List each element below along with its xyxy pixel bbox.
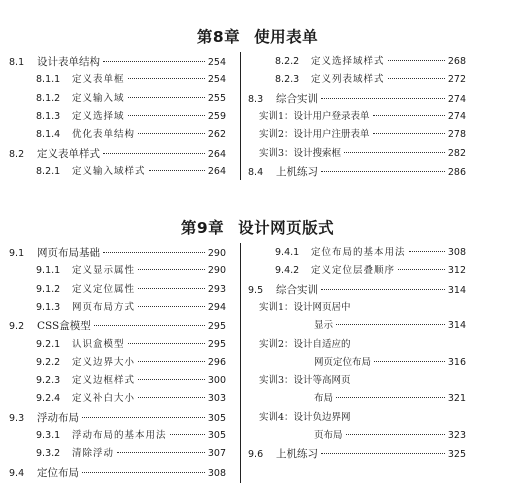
leader-dots bbox=[138, 361, 205, 362]
leader-dots bbox=[128, 78, 205, 79]
toc-entry[interactable] bbox=[248, 282, 466, 298]
section-number: 9.1.2 bbox=[36, 283, 61, 295]
section-title: 定义表单样式 bbox=[37, 147, 100, 160]
section-title: 定义选择域样式 bbox=[311, 56, 385, 67]
leader-dots bbox=[336, 324, 445, 325]
page-number: 295 bbox=[207, 321, 226, 333]
page-number: 321 bbox=[447, 393, 466, 405]
section-number: 8.4 bbox=[248, 166, 264, 178]
toc-entry[interactable] bbox=[9, 245, 226, 261]
page-number: 294 bbox=[207, 301, 226, 313]
section-title: 页布局 bbox=[314, 430, 343, 441]
column-divider bbox=[240, 52, 241, 180]
page-number: 264 bbox=[207, 148, 226, 160]
toc-entry[interactable] bbox=[259, 127, 466, 143]
toc-entry[interactable] bbox=[36, 428, 226, 444]
toc-entry[interactable] bbox=[275, 263, 466, 279]
page-number: 325 bbox=[447, 449, 466, 461]
section-title: 定位布局的基本用法 bbox=[311, 247, 406, 258]
section-title: 优化表单结构 bbox=[72, 129, 136, 141]
page-number: 278 bbox=[447, 129, 466, 141]
leader-dots bbox=[409, 251, 445, 252]
page-number: 300 bbox=[207, 375, 226, 387]
section-number: 9.5 bbox=[248, 284, 264, 296]
section-title: 实训3：设计搜索框 bbox=[259, 147, 342, 159]
leader-dots bbox=[398, 269, 445, 270]
toc-entry[interactable] bbox=[36, 373, 226, 389]
page-number: 316 bbox=[447, 356, 466, 368]
page-number: 254 bbox=[207, 74, 226, 86]
leader-dots bbox=[388, 78, 445, 79]
leader-dots bbox=[138, 269, 205, 270]
page-number: 262 bbox=[207, 129, 226, 141]
section-title: 定义列表域样式 bbox=[311, 74, 385, 86]
page-number: 308 bbox=[207, 467, 226, 479]
leader-dots bbox=[82, 417, 205, 418]
section-title: 网页布局基础 bbox=[37, 247, 100, 259]
toc-entry[interactable] bbox=[36, 164, 226, 180]
section-number: 9.2 bbox=[9, 321, 25, 333]
chapter-9-title bbox=[0, 216, 515, 238]
leader-dots bbox=[336, 397, 445, 398]
section-title: 定义定位属性 bbox=[72, 283, 136, 295]
leader-dots bbox=[388, 60, 445, 61]
toc-entry[interactable] bbox=[9, 146, 226, 162]
section-title: 浮动布局 bbox=[37, 411, 79, 424]
page-number: 272 bbox=[447, 74, 466, 86]
leader-dots bbox=[82, 472, 205, 473]
section-number: 8.1 bbox=[9, 57, 25, 68]
toc-entry[interactable] bbox=[259, 146, 466, 162]
leader-dots bbox=[346, 434, 445, 435]
section-title: 实训3：设计等高网页 bbox=[259, 375, 351, 387]
toc-entry[interactable] bbox=[36, 355, 226, 371]
page-number: 303 bbox=[207, 393, 226, 405]
section-title: 定义补白大小 bbox=[72, 393, 136, 405]
section-number: 8.1.1 bbox=[36, 74, 61, 86]
section-title: 上机练习 bbox=[276, 448, 318, 461]
page-number: 274 bbox=[447, 93, 466, 105]
toc-entry[interactable] bbox=[36, 263, 226, 279]
toc-entry[interactable] bbox=[36, 127, 226, 143]
page-number: 290 bbox=[207, 248, 226, 259]
section-title: 实训2：设计用户注册表单 bbox=[259, 129, 370, 141]
section-title: 布局 bbox=[314, 393, 334, 405]
column-divider bbox=[240, 243, 241, 483]
leader-dots bbox=[103, 61, 205, 62]
toc-entry[interactable] bbox=[314, 355, 466, 371]
toc-entry[interactable] bbox=[9, 465, 226, 481]
section-title: 认识盒模型 bbox=[72, 338, 125, 350]
toc-entry[interactable] bbox=[36, 391, 226, 407]
leader-dots bbox=[138, 288, 205, 289]
toc-entry[interactable] bbox=[36, 446, 226, 462]
chapter-name: 使用表单 bbox=[254, 28, 319, 46]
toc-entry[interactable] bbox=[275, 72, 466, 88]
chapter-number: 第9章 bbox=[180, 219, 225, 237]
page-number: 290 bbox=[207, 265, 226, 277]
section-title: 上机练习 bbox=[276, 165, 318, 178]
section-title: 定义输入域样式 bbox=[72, 165, 146, 177]
section-number: 9.2.2 bbox=[36, 356, 61, 368]
section-number: 8.3 bbox=[248, 93, 264, 105]
section-title: 实训1：设计网页居中 bbox=[259, 301, 351, 313]
page-number: 274 bbox=[447, 110, 466, 122]
toc-entry[interactable] bbox=[248, 91, 466, 107]
section-number: 9.1.1 bbox=[36, 265, 61, 277]
section-title: 定义边框样式 bbox=[72, 375, 136, 387]
section-number: 9.2.1 bbox=[36, 338, 61, 350]
toc-entry[interactable] bbox=[36, 91, 226, 107]
toc-entry[interactable] bbox=[275, 245, 466, 261]
toc-entry[interactable] bbox=[314, 428, 466, 444]
leader-dots bbox=[138, 397, 205, 398]
section-title: 定义选择域 bbox=[72, 110, 125, 122]
toc-entry[interactable] bbox=[259, 337, 466, 353]
section-title: 综合实训 bbox=[276, 283, 318, 296]
toc-entry[interactable] bbox=[314, 391, 466, 407]
section-number: 8.1.4 bbox=[36, 129, 61, 141]
section-title: 网页定位布局 bbox=[314, 356, 372, 368]
toc-entry[interactable] bbox=[248, 446, 466, 462]
section-number: 9.6 bbox=[248, 449, 264, 461]
section-title: 定义输入域 bbox=[72, 92, 125, 104]
section-title: 实训2：设计自适应的 bbox=[259, 338, 351, 350]
toc-entry[interactable] bbox=[259, 300, 466, 316]
leader-dots bbox=[321, 98, 445, 99]
page-number: 264 bbox=[207, 165, 226, 177]
page-number: 312 bbox=[447, 265, 466, 277]
toc-entry[interactable] bbox=[36, 72, 226, 88]
section-number: 9.2.4 bbox=[36, 393, 61, 405]
section-title: 网页布局方式 bbox=[72, 301, 136, 313]
toc-entry[interactable] bbox=[259, 410, 466, 426]
section-title: CSS盒模型 bbox=[37, 320, 91, 333]
section-number: 8.2.3 bbox=[275, 74, 300, 86]
chapter-name: 设计网页版式 bbox=[238, 219, 335, 237]
leader-dots bbox=[103, 252, 205, 253]
leader-dots bbox=[374, 361, 445, 362]
page-number: 323 bbox=[447, 430, 466, 441]
page-number: 286 bbox=[447, 166, 466, 178]
leader-dots bbox=[103, 153, 205, 154]
toc-entry[interactable] bbox=[259, 109, 466, 125]
page-number: 255 bbox=[207, 92, 226, 104]
page-number: 296 bbox=[207, 356, 226, 368]
chapter-number: 第8章 bbox=[196, 28, 241, 46]
leader-dots bbox=[128, 343, 205, 344]
toc-entry[interactable] bbox=[36, 282, 226, 298]
section-number: 9.3.2 bbox=[36, 448, 61, 460]
toc-entry[interactable] bbox=[275, 54, 466, 70]
leader-dots bbox=[128, 97, 205, 98]
page-number: 293 bbox=[207, 283, 226, 295]
section-title: 定义表单框 bbox=[72, 74, 125, 86]
leader-dots bbox=[128, 115, 205, 116]
leader-dots bbox=[373, 115, 445, 116]
toc-entry[interactable] bbox=[36, 337, 226, 353]
section-title: 显示 bbox=[314, 320, 334, 332]
toc-entry[interactable] bbox=[259, 373, 466, 389]
section-number: 9.3.1 bbox=[36, 430, 61, 441]
section-title: 设计表单结构 bbox=[37, 56, 100, 68]
leader-dots bbox=[138, 133, 205, 134]
section-number: 9.4 bbox=[9, 467, 25, 479]
leader-dots bbox=[117, 452, 205, 453]
section-title: 清除浮动 bbox=[72, 448, 115, 460]
toc-entry[interactable] bbox=[9, 318, 226, 334]
section-title: 综合实训 bbox=[276, 92, 318, 105]
toc-entry[interactable] bbox=[9, 54, 226, 70]
leader-dots bbox=[138, 306, 205, 307]
leader-dots bbox=[373, 133, 445, 134]
page-number: 268 bbox=[447, 56, 466, 67]
section-number: 8.1.2 bbox=[36, 92, 61, 104]
section-number: 8.1.3 bbox=[36, 110, 61, 122]
page-number: 307 bbox=[207, 448, 226, 460]
toc-entry[interactable] bbox=[36, 300, 226, 316]
page-number: 305 bbox=[207, 412, 226, 424]
section-number: 9.3 bbox=[9, 412, 25, 424]
section-title: 定义显示属性 bbox=[72, 265, 136, 277]
section-number: 8.2.2 bbox=[275, 56, 300, 67]
leader-dots bbox=[170, 434, 205, 435]
page-number: 254 bbox=[207, 57, 226, 68]
leader-dots bbox=[344, 152, 445, 153]
section-title: 定义定位层叠顺序 bbox=[311, 265, 396, 277]
leader-dots bbox=[321, 289, 445, 290]
chapter-8-title bbox=[0, 25, 515, 47]
toc-entry[interactable] bbox=[248, 164, 466, 180]
page-number: 314 bbox=[447, 284, 466, 296]
section-title: 实训4：设计负边界网 bbox=[259, 411, 351, 423]
leader-dots bbox=[321, 453, 445, 454]
section-number: 9.4.1 bbox=[275, 247, 300, 258]
section-number: 9.4.2 bbox=[275, 265, 300, 277]
section-title: 浮动布局的基本用法 bbox=[72, 430, 167, 441]
section-title: 实训1：设计用户登录表单 bbox=[259, 110, 370, 122]
page-number: 314 bbox=[447, 320, 466, 332]
section-title: 定位布局 bbox=[37, 466, 79, 479]
page-number: 295 bbox=[207, 338, 226, 350]
page-number: 259 bbox=[207, 110, 226, 122]
leader-dots bbox=[138, 379, 205, 380]
section-number: 9.2.3 bbox=[36, 375, 61, 387]
page-number: 282 bbox=[447, 147, 466, 159]
section-title: 定义边界大小 bbox=[72, 356, 136, 368]
section-number: 8.2 bbox=[9, 148, 25, 160]
leader-dots bbox=[94, 325, 205, 326]
section-number: 9.1.3 bbox=[36, 301, 61, 313]
section-number: 8.2.1 bbox=[36, 165, 61, 177]
toc-entry[interactable] bbox=[36, 109, 226, 125]
section-number: 9.1 bbox=[9, 248, 25, 259]
leader-dots bbox=[149, 170, 205, 171]
toc-entry[interactable] bbox=[314, 318, 466, 334]
toc-entry[interactable] bbox=[9, 410, 226, 426]
page-number: 305 bbox=[207, 430, 226, 441]
leader-dots bbox=[321, 171, 445, 172]
page-number: 308 bbox=[447, 247, 466, 258]
